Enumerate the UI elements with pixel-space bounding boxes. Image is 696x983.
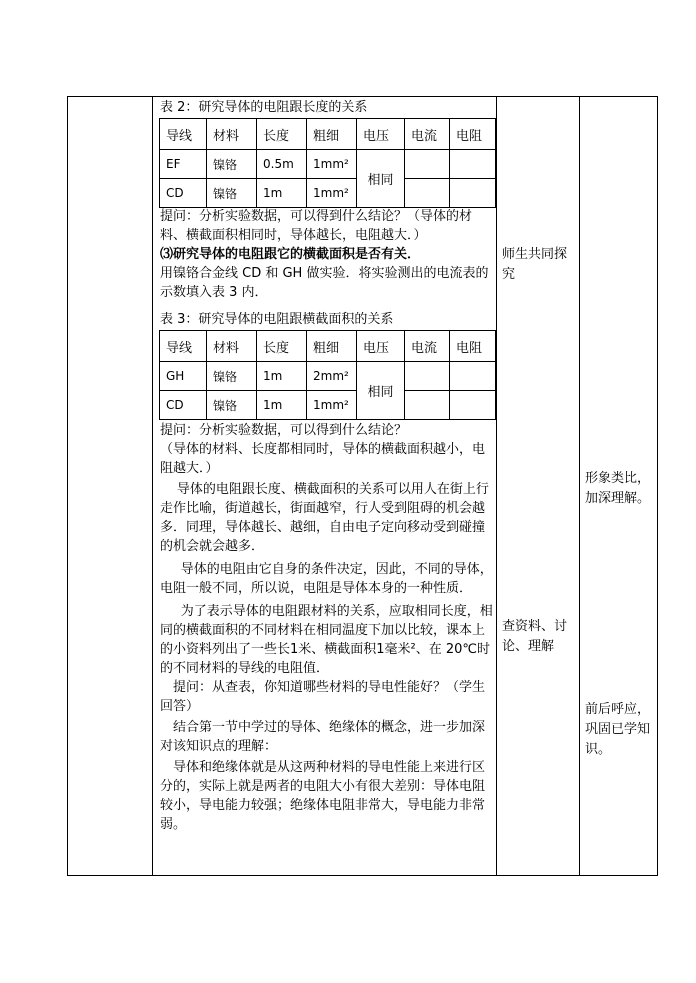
header-cell: 材料 bbox=[207, 119, 257, 150]
table2-caption: 表 2：研究导体的电阻跟长度的关系 bbox=[160, 100, 368, 115]
table-cell: 2mm² bbox=[307, 362, 357, 391]
header-cell: 电阻 bbox=[450, 331, 496, 362]
voltage-merged-cell: 相同 bbox=[357, 150, 405, 208]
question-paragraph: 提问：从查表，你知道哪些材料的导电性能好？（学生回答） bbox=[160, 680, 486, 714]
table3-header-row bbox=[160, 331, 496, 362]
property-paragraph: 导体的电阻由它自身的条件决定，因此，不同的导体，电阻一般不同，所以说，电阻是导体本身的一种性质． bbox=[160, 562, 493, 596]
intent-note-1: 形象类比，加深理解。 bbox=[585, 471, 651, 506]
table-row bbox=[160, 150, 496, 179]
table-row bbox=[160, 362, 496, 391]
table-cell bbox=[450, 150, 496, 179]
table-cell: 1m bbox=[257, 362, 307, 391]
experiment-paragraph: 用镍铬合金线 CD 和 GH 做实验．将实验测出的电流表的示数填入表 3 内． bbox=[160, 266, 489, 300]
table-cell bbox=[405, 391, 450, 420]
table-cell bbox=[450, 391, 496, 420]
header-cell: 粗细 bbox=[307, 119, 357, 150]
section-heading: ⑶研究导体的电阻跟它的横截面积是否有关． bbox=[160, 247, 421, 262]
question-paragraph: 提问：分析实验数据，可以得到什么结论？ bbox=[160, 423, 408, 438]
table2 bbox=[159, 118, 496, 208]
text-block-1 bbox=[160, 207, 495, 302]
table-cell: EF bbox=[160, 150, 207, 179]
table-cell bbox=[450, 362, 496, 391]
header-cell: 导线 bbox=[160, 119, 207, 150]
column-divider-1 bbox=[152, 97, 153, 875]
review-paragraph: 结合第一节中学过的导体、绝缘体的概念，进一步加深对该知识点的理解： bbox=[160, 720, 486, 754]
question-paragraph: 提问：分析实验数据，可以得到什么结论？（导体的材料、横截面积相同时，导体越长，电阻越大．） bbox=[160, 209, 473, 243]
header-cell: 长度 bbox=[257, 119, 307, 150]
table-cell bbox=[450, 179, 496, 208]
column-divider-3 bbox=[579, 97, 580, 875]
table-cell: 镍铬 bbox=[207, 150, 257, 179]
header-cell: 电流 bbox=[405, 331, 450, 362]
lesson-table bbox=[67, 96, 658, 876]
analogy-paragraph: 导体的电阻跟长度、横截面积的关系可以用人在街上行走作比喻，街道越长，街面越窄，行人受到阻碍的机会越多．同理，导体越长、越细，自由电子定向移动受到碰撞的机会就会越多． bbox=[160, 482, 489, 554]
table-cell bbox=[405, 179, 450, 208]
table-row bbox=[160, 179, 496, 208]
table-cell: 镍铬 bbox=[207, 391, 257, 420]
table-cell: 1m bbox=[257, 391, 307, 420]
table-cell: 镍铬 bbox=[207, 362, 257, 391]
header-cell: 电压 bbox=[357, 331, 405, 362]
table-cell bbox=[405, 150, 450, 179]
table-row bbox=[160, 391, 496, 420]
header-cell: 电流 bbox=[405, 119, 450, 150]
table-cell: 1m bbox=[257, 179, 307, 208]
conclusion-paragraph: 导体和绝缘体就是从这两种材料的导电性能上来进行区分的，实际上就是两者的电阻大小有很大差别：导体电阻较小，导电能力较强；绝缘体电阻非常大，导电能力非常弱。 bbox=[160, 760, 486, 832]
table-cell: 0.5m bbox=[257, 150, 307, 179]
table-cell: 1mm² bbox=[307, 179, 357, 208]
table-cell bbox=[405, 362, 450, 391]
header-cell: 粗细 bbox=[307, 331, 357, 362]
intent-note-2: 前后呼应，巩固已学知识。 bbox=[585, 702, 651, 757]
header-cell: 材料 bbox=[207, 331, 257, 362]
table-cell: CD bbox=[160, 179, 207, 208]
voltage-merged-cell: 相同 bbox=[357, 362, 405, 420]
table-cell: CD bbox=[160, 391, 207, 420]
table-cell: GH bbox=[160, 362, 207, 391]
header-cell: 长度 bbox=[257, 331, 307, 362]
table-cell: 1mm² bbox=[307, 150, 357, 179]
header-cell: 电压 bbox=[357, 119, 405, 150]
header-cell: 导线 bbox=[160, 331, 207, 362]
table3-caption: 表 3：研究导体的电阻跟横截面积的关系 bbox=[160, 312, 394, 327]
table2-header-row bbox=[160, 119, 496, 150]
activity-note-2: 查资料、讨论、理解 bbox=[502, 619, 568, 654]
material-paragraph: 为了表示导体的电阻跟材料的关系，应取相同长度，相同的横截面积的不同材料在相同温度下加以比较，课本上的小资料列出了一些长1米、横截面积1毫米²、在 20℃时的不同材料的导线的电阻值． bbox=[160, 604, 493, 676]
text-block-2 bbox=[160, 421, 495, 834]
column-divider-2 bbox=[496, 97, 497, 875]
table3 bbox=[159, 330, 496, 420]
activity-note-1: 师生共同探究 bbox=[502, 247, 568, 282]
table-cell: 镍铬 bbox=[207, 179, 257, 208]
header-cell: 电阻 bbox=[450, 119, 496, 150]
table-cell: 1mm² bbox=[307, 391, 357, 420]
answer-paragraph: （导体的材料、长度都相同时，导体的横截面积越小，电阻越大．） bbox=[160, 442, 486, 476]
